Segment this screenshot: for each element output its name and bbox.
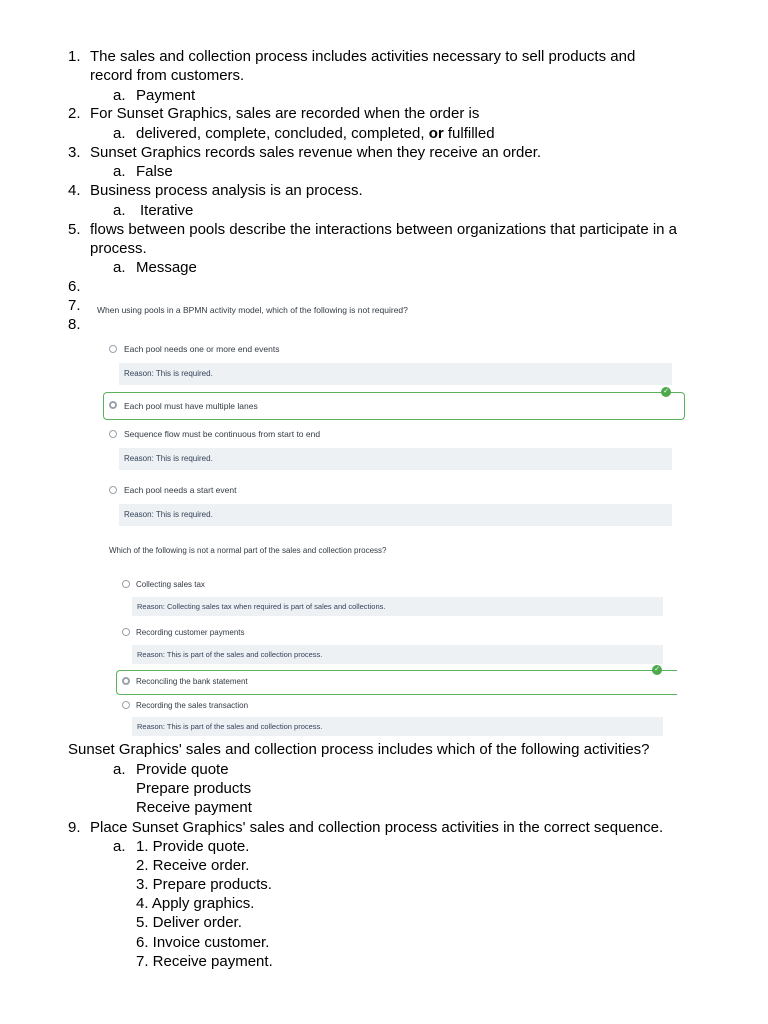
answer-text: Prepare products bbox=[136, 780, 252, 797]
answer-letter: a. bbox=[113, 125, 126, 142]
answer-text: Provide quote bbox=[136, 761, 229, 778]
question-text: process. bbox=[90, 240, 147, 257]
radio-button[interactable] bbox=[122, 580, 130, 588]
answer-text: delivered, complete, concluded, completed, or fulfilled bbox=[136, 125, 495, 142]
answer-text: False bbox=[136, 163, 173, 180]
radio-button-selected[interactable] bbox=[109, 401, 117, 409]
reason-box: Reason: Collecting sales tax when required is part of sales and collections. bbox=[132, 597, 663, 616]
question-text: Sunset Graphics' sales and collection process includes which of the following activities? bbox=[68, 741, 650, 758]
sequence-step: 5. Deliver order. bbox=[136, 914, 242, 931]
answer-text: Receive payment bbox=[136, 799, 252, 816]
radio-button[interactable] bbox=[109, 345, 117, 353]
item-number: 4. bbox=[68, 182, 81, 199]
radio-button[interactable] bbox=[109, 430, 117, 438]
question-text: flows between pools describe the interactions between organizations that participate in a bbox=[90, 221, 678, 238]
question-text: Business process analysis is an process. bbox=[90, 182, 363, 199]
reason-box: Reason: This is part of the sales and collection process. bbox=[132, 717, 663, 736]
quiz-option[interactable]: Collecting sales tax bbox=[136, 580, 205, 589]
quiz-option[interactable]: Each pool needs a start event bbox=[124, 485, 237, 495]
answer-letter: a. bbox=[113, 87, 126, 104]
question-text: The sales and collection process includes activities necessary to sell products and bbox=[90, 48, 636, 65]
item-number: 1. bbox=[68, 48, 81, 65]
item-number: 6. bbox=[68, 278, 81, 295]
reason-box: Reason: This is required. bbox=[119, 448, 672, 470]
reason-box: Reason: This is required. bbox=[119, 363, 672, 385]
reason-box: Reason: This is part of the sales and collection process. bbox=[132, 645, 663, 664]
radio-button-selected[interactable] bbox=[122, 677, 130, 685]
sequence-step: 7. Receive payment. bbox=[136, 953, 273, 970]
radio-button[interactable] bbox=[109, 486, 117, 494]
bold-word: or bbox=[428, 125, 444, 142]
answer-letter: a. bbox=[113, 761, 126, 778]
sequence-step: 1. Provide quote. bbox=[136, 838, 250, 855]
quiz-option[interactable]: Reconciling the bank statement bbox=[136, 677, 248, 686]
answer-text: Message bbox=[136, 259, 197, 276]
quiz-option[interactable]: Each pool must have multiple lanes bbox=[124, 401, 258, 411]
quiz-option[interactable]: Each pool needs one or more end events bbox=[124, 344, 280, 354]
quiz-question: When using pools in a BPMN activity model, which of the following is not required? bbox=[97, 305, 408, 315]
question-text: Place Sunset Graphics' sales and collection process activities in the correct sequence. bbox=[90, 819, 664, 836]
question-text: For Sunset Graphics, sales are recorded when the order is bbox=[90, 105, 480, 122]
reason-box: Reason: This is required. bbox=[119, 504, 672, 526]
sequence-step: 3. Prepare products. bbox=[136, 876, 272, 893]
question-text: record from customers. bbox=[90, 67, 245, 84]
radio-button[interactable] bbox=[122, 628, 130, 636]
quiz-option[interactable]: Recording the sales transaction bbox=[136, 701, 249, 710]
item-number: 7. bbox=[68, 297, 81, 314]
answer-text: Payment bbox=[136, 87, 196, 104]
quiz-option[interactable]: Sequence flow must be continuous from start to end bbox=[124, 429, 321, 439]
question-text: Sunset Graphics records sales revenue when they receive an order. bbox=[90, 144, 542, 161]
item-number: 8. bbox=[68, 316, 81, 333]
checkmark-icon: ✓ bbox=[652, 665, 662, 675]
selection-edge bbox=[662, 670, 672, 671]
item-number: 9. bbox=[68, 819, 81, 836]
answer-letter: a. bbox=[113, 259, 126, 276]
quiz-option[interactable]: Recording customer payments bbox=[136, 628, 245, 637]
item-number: 3. bbox=[68, 144, 81, 161]
sequence-step: 4. Apply graphics. bbox=[136, 895, 255, 912]
sequence-step: 6. Invoice customer. bbox=[136, 934, 270, 951]
radio-button[interactable] bbox=[122, 701, 130, 709]
item-number: 2. bbox=[68, 105, 81, 122]
sequence-step: 2. Receive order. bbox=[136, 857, 250, 874]
answer-text: Iterative bbox=[140, 202, 194, 219]
quiz-question: Which of the following is not a normal part of the sales and collection process? bbox=[109, 546, 387, 555]
answer-letter: a. bbox=[113, 163, 126, 180]
answer-letter: a. bbox=[113, 202, 126, 219]
answer-letter: a. bbox=[113, 838, 126, 855]
checkmark-icon: ✓ bbox=[661, 387, 671, 397]
item-number: 5. bbox=[68, 221, 81, 238]
